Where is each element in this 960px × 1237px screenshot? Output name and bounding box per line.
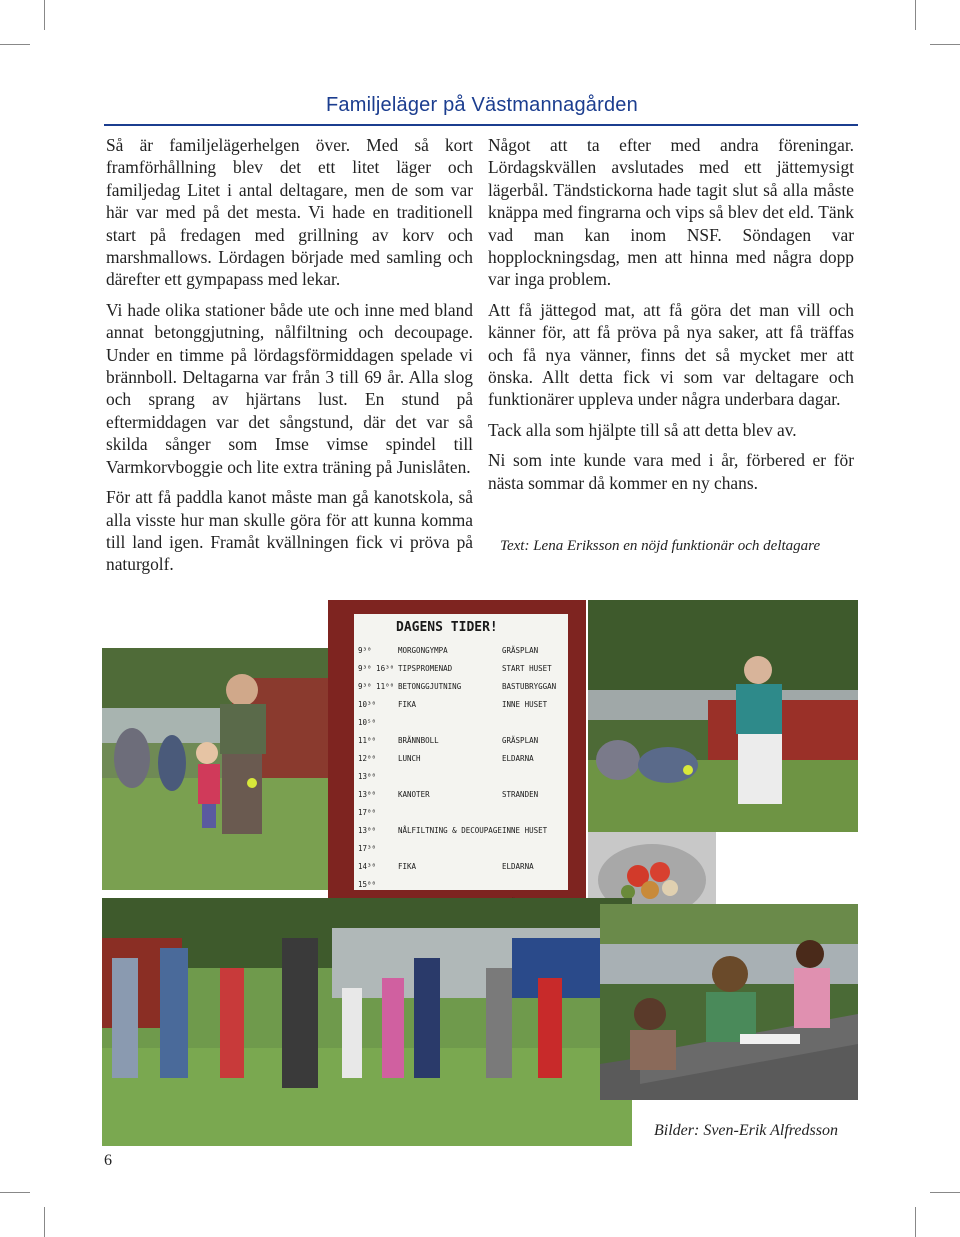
board-row (358, 858, 564, 894)
board-time: 11⁰⁰ (358, 736, 377, 745)
photo-woman-throwing (588, 600, 858, 832)
crop-mark (44, 1207, 45, 1237)
crop-mark (44, 0, 45, 30)
board-row (358, 732, 564, 750)
board-time: 9³⁰ 16³⁰ (358, 664, 395, 673)
board-place: ELDARNA (502, 862, 534, 871)
photo-children-table (600, 904, 858, 1100)
board-row (358, 822, 564, 858)
header-rule (104, 124, 858, 126)
board-activity: LUNCH (398, 754, 421, 763)
photo-group-outdoors (102, 898, 632, 1146)
crop-mark (930, 44, 960, 45)
board-activity: BETONGGJUTNING (398, 682, 462, 691)
crop-mark (915, 0, 916, 30)
paragraph: Vi hade olika stationer både ute och inne med bland annat betonggjutning, nålfiltning och decoupage. Under en timme på lördagsförmiddagen spelade vi brännboll. Deltagarna var från 3 till 69 år. Alla slog och sprang av hjärtans lust. En stund på eftermiddagen var det sångstund, där det var så skilda sånger som Imse vimse spindel till Varmkorvboggie och lite extra träning på Junislåten. (106, 299, 473, 477)
board-place: START HUSET (502, 664, 552, 673)
board-row (358, 696, 564, 732)
board-place: BASTUBRYGGAN (502, 682, 557, 691)
photo-credit: Bilder: Sven-Erik Alfredsson (654, 1122, 838, 1139)
paragraph: Ni som inte kunde vara med i år, förbered er för nästa sommar då kommer en ny chans. (488, 450, 854, 493)
board-activity: BRÄNNBOLL (398, 736, 439, 745)
board-time: 10³⁰ 10⁵⁰ (358, 700, 377, 727)
board-time: 9³⁰ 11⁰⁰ (358, 682, 395, 691)
board-activity: MORGONGYMPA (398, 646, 448, 655)
board-activity: FIKA (398, 862, 417, 871)
board-place: GRÄSPLAN (502, 646, 539, 655)
crop-mark (930, 1192, 960, 1193)
page-title: Familjeläger på Västmannagården (326, 94, 638, 116)
crop-mark (0, 44, 30, 45)
board-row (358, 750, 564, 786)
text-credit: Text: Lena Eriksson en nöjd funktionär och deltagare (500, 538, 821, 554)
board-row (358, 660, 564, 678)
photo-child-with-ball (102, 648, 328, 890)
board-place: ELDARNA (502, 754, 534, 763)
paragraph: För att få paddla kanot måste man gå kanotskola, så alla visste hur man skulle göra för att kunna komma till land igen. Framåt kvällningen fick vi pröva på naturgolf. (106, 487, 473, 575)
left-column (106, 134, 473, 584)
board-time: 14³⁰ 15⁰⁰ (358, 862, 377, 889)
board-time: 13⁰⁰ 17⁰⁰ (358, 790, 377, 817)
board-title: DAGENS TIDER! (396, 620, 498, 635)
board-time: 9³⁰ (358, 646, 372, 655)
board-place: GRÄSPLAN (502, 736, 539, 745)
paragraph: Tack alla som hjälpte till så att detta blev av. (488, 419, 797, 440)
crop-mark (0, 1192, 30, 1193)
board-time: 13⁰⁰ 17³⁰ (358, 826, 377, 853)
board-place: INNE HUSET (502, 826, 548, 835)
board-activity: NÅLFILTNING & DECOUPAGE (398, 826, 502, 835)
board-time: 12⁰⁰ 13⁰⁰ (358, 754, 377, 781)
paragraph: Så är familjelägerhelgen över. Med så kort framförhållning blev det ett litet läger och familjedag Litet i antal deltagare, men de som var här var med på det mesta. Vi hade en traditionell start på fredagen med grillning av korv och marshmallows. Lördagen började med samling och därefter ett gympapass med lekar. (106, 135, 473, 290)
paragraph: Att få jättegod mat, att få göra det man vill och känner för, att få pröva på nya saker, att få träffas och få nya vänner, finns det så mycket mer att önska. Allt detta fick vi som var deltagare och funktionärer uppleva under några underbara dagar. (488, 299, 854, 410)
board-activity: TIPSPROMENAD (398, 664, 453, 673)
board-activity: FIKA (398, 700, 417, 709)
right-column (488, 134, 854, 502)
board-row (358, 642, 564, 660)
crop-mark (915, 1207, 916, 1237)
board-place: INNE HUSET (502, 700, 548, 709)
board-place: STRANDEN (502, 790, 539, 799)
board-activity: KANOTER (398, 790, 430, 799)
page-number: 6 (104, 1152, 112, 1169)
schedule-board (354, 614, 568, 890)
paragraph: Något att ta efter med andra föreningar. Lördagskvällen avslutades med ett jättemysigt lägerbål. Tändstickorna hade tagit slut så alla måste knäppa med fingrarna och vips så blev det eld. Tänk vad man kan inom NSF. Söndagen var hopplockningsdag, men att hinna med några dopp var inga problem. (488, 135, 854, 290)
board-row (358, 678, 564, 696)
board-row (358, 786, 564, 822)
